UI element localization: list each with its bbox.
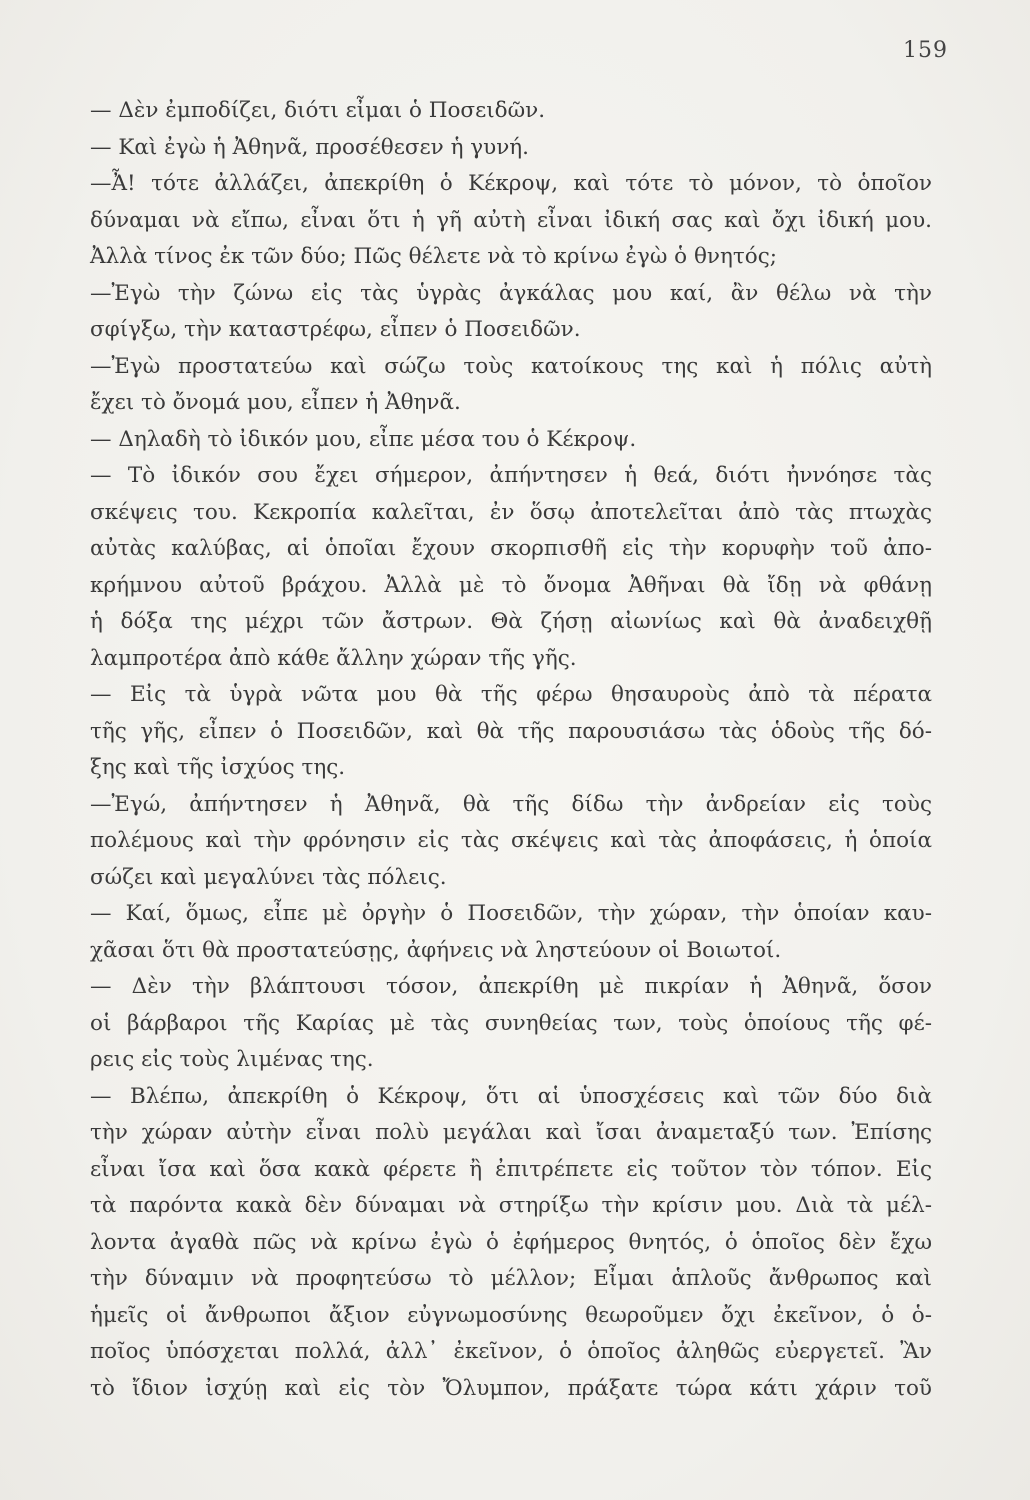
text-line: δύναμαι νὰ εἴπω, εἶναι ὅτι ἡ γῆ αὐτὴ εἶναι ἰδική σας καὶ ὄχι ἰδική μου. (90, 207, 932, 233)
text-line: — Δὲν τὴν βλάπτουσι τόσον, ἀπεκρίθη μὲ πικρίαν ἡ Ἀθηνᾶ, ὅσον (90, 974, 932, 999)
text-line: ποῖος ὑπόσχεται πολλά, ἀλλ᾽ ἐκεῖνον, ὁ ὁποῖος ἀληθῶς εὐεργετεῖ. Ἂν (90, 1339, 932, 1364)
text-line: — Δὲν ἐμποδίζει, διότι εἶμαι ὁ Ποσειδῶν. (90, 98, 546, 123)
text-line: ἡμεῖς οἱ ἄνθρωποι ἄξιον εὐγνωμοσύνης θεωροῦμεν ὄχι ἐκεῖνον, ὁ ὁ- (90, 1302, 932, 1328)
text-line: σκέψεις του. Κεκροπία καλεῖται, ἐν ὅσῳ ἀποτελεῖται ἀπὸ τὰς πτωχὰς (90, 499, 932, 525)
text-line: — Καὶ ἐγὼ ἡ Ἀθηνᾶ, προσέθεσεν ἡ γυνή. (90, 134, 530, 160)
text-line: οἱ βάρβαροι τῆς Καρίας μὲ τὰς συνηθείας των, τοὺς ὁποίους τῆς φέ- (90, 1010, 932, 1036)
text-line: πολέμους καὶ τὴν φρόνησιν εἰς τὰς σκέψεις καὶ τὰς ἀποφάσεις, ἡ ὁποία (90, 828, 932, 853)
text-line: ξης καὶ τῆς ἰσχύος της. (90, 755, 346, 780)
text-line: τὴν χώραν αὐτὴν εἶναι πολὺ μεγάλαι καὶ ἴσαι ἀναμεταξύ των. Ἐπίσης (90, 1120, 932, 1145)
text-line: χᾶσαι ὅτι θὰ προστατεύσῃς, ἀφήνεις νὰ ληστεύουν οἱ Βοιωτοί. (90, 937, 782, 963)
text-line: κρήμνου αὐτοῦ βράχου. Ἀλλὰ μὲ τὸ ὄνομα Ἀθῆναι θὰ ἴδῃ νὰ φθάνῃ (90, 572, 932, 598)
text-line: σφίγξω, τὴν καταστρέφω, εἶπεν ὁ Ποσειδῶν. (90, 317, 581, 342)
text-line: — Καί, ὅμως, εἶπε μὲ ὀργὴν ὁ Ποσειδῶν, τὴν χώραν, τὴν ὁποίαν καυ- (90, 901, 932, 926)
text-line: ἡ δόξα της μέχρι τῶν ἄστρων. Θὰ ζήσῃ αἰωνίως καὶ θὰ ἀναδειχθῇ (90, 609, 932, 634)
text-line: λοντα ἀγαθὰ πῶς νὰ κρίνω ἐγὼ ὁ ἐφήμερος θνητός, ὁ ὁποῖος δὲν ἔχω (90, 1229, 932, 1255)
text-line: ἔχει τὸ ὄνομά μου, εἶπεν ἡ Ἀθηνᾶ. (90, 390, 461, 415)
text-line: —Ἐγὼ προστατεύω καὶ σώζω τοὺς κατοίκους της καὶ ἡ πόλις αὐτὴ (90, 353, 932, 379)
text-line: τῆς γῆς, εἶπεν ὁ Ποσειδῶν, καὶ θὰ τῆς παρουσιάσω τὰς ὁδοὺς τῆς δό- (90, 718, 932, 744)
text-line: λαμπροτέρα ἀπὸ κάθε ἄλλην χώραν τῆς γῆς. (90, 645, 577, 671)
text-line: τὴν δύναμιν νὰ προφητεύσω τὸ μέλλον; Εἶμαι ἁπλοῦς ἄνθρωπος καὶ (90, 1266, 932, 1291)
text-line: ρεις εἰς τοὺς λιμένας της. (90, 1047, 374, 1072)
text-line: — Βλέπω, ἀπεκρίθη ὁ Κέκροψ, ὅτι αἱ ὑποσχέσεις καὶ τῶν δύο διὰ (90, 1083, 932, 1109)
page-number: 159 (903, 38, 948, 63)
text-line: — Τὸ ἰδικόν σου ἔχει σήμερον, ἀπήντησεν ἡ θεά, διότι ἠννόησε τὰς (90, 463, 932, 488)
text-line: —Ἐγώ, ἀπήντησεν ἡ Ἀθηνᾶ, θὰ τῆς δίδω τὴν ἀνδρείαν εἰς τοὺς (90, 791, 932, 817)
text-line: —Ἆ! τότε ἀλλάζει, ἀπεκρίθη ὁ Κέκροψ, καὶ τότε τὸ μόνον, τὸ ὁποῖον (90, 171, 932, 196)
text-line: σώζει καὶ μεγαλύνει τὰς πόλεις. (90, 864, 447, 890)
text-line: — Δηλαδὴ τὸ ἰδικόν μου, εἶπε μέσα του ὁ Κέκροψ. (90, 426, 637, 452)
text-line: εἶναι ἴσα καὶ ὅσα κακὰ φέρετε ἢ ἐπιτρέπετε εἰς τοῦτον τὸν τόπον. Εἰς (90, 1156, 932, 1182)
text-line: Ἀλλὰ τίνος ἐκ τῶν δύο; Πῶς θέλετε νὰ τὸ κρίνω ἐγὼ ὁ θνητός; (90, 244, 777, 269)
text-line: τὰ παρόντα κακὰ δὲν δύναμαι νὰ στηρίξω τὴν κρίσιν μου. Διὰ τὰ μέλ- (90, 1193, 932, 1218)
text-line: τὸ ἴδιον ἰσχύῃ καὶ εἰς τὸν Ὄλυμπον, πράξατε τώρα κάτι χάριν τοῦ (90, 1375, 932, 1401)
text-line: —Ἐγὼ τὴν ζώνω εἰς τὰς ὑγρὰς ἀγκάλας μου καί, ἂν θέλω νὰ τὴν (90, 280, 932, 306)
text-line: αὐτὰς καλύβας, αἱ ὁποῖαι ἔχουν σκορπισθῆ εἰς τὴν κορυφὴν τοῦ ἀπο- (90, 536, 932, 561)
text-line: — Εἰς τὰ ὑγρὰ νῶτα μου θὰ τῆς φέρω θησαυροὺς ἀπὸ τὰ πέρατα (90, 682, 932, 707)
body-text (90, 93, 932, 1407)
